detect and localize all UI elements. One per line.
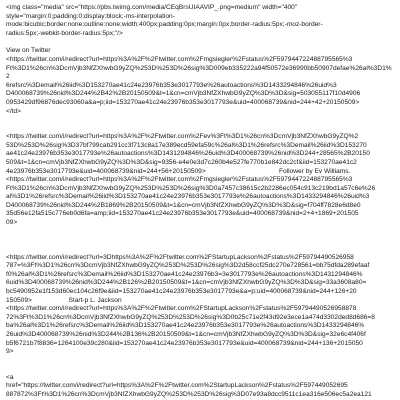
img-tag-text (6, 4, 394, 38)
text-line: radius:5px;-webkit-border-radius:5px;"/> (6, 29, 123, 37)
text-line: b5f6721b7f8836=1264100e39c280&iid=153270ae41c24e23976b353e3017793e&uid=400068739&nid=244+136+2015050 (6, 339, 363, 347)
text-line: 53D%253D%26sig%3D37bf799cab291cc3f713c8a17e389ecd59efa59c%26al%3D1%26refsrc%3Demail%26iid%3D153270 (6, 141, 367, 149)
text-line: D400068739%26nid%3D244%2B42%2B20150509&t=1&cn=cmVjb3NfZXhwbG9yZQ%3D%3D&sig=503055117f10d4906 (6, 90, 361, 98)
text-line: 72%3Ft%3D1%26cn%3DcmVjb3NfZXhwbG9yZQ%253D%253D%26sig%3D0b25c71e2f43d92e3ece1a474d3302ded8d686=8 (6, 313, 375, 321)
view-on-twitter-label: View on Twitter (6, 47, 51, 55)
text-line: 26uid%3D400068739%26nid%3D244%2B136%2B20150509&t=1&cn=cmVjb3NfZXhwbG9yZQ%3D%3D&sig=32e6c4f406f (6, 331, 366, 338)
text-line: bc5490952e1f153d60ec104c26f9e&iid=153270ae41c24e23976b353e3017793e&a=p;uid=400068739&nid=244+126+20 (6, 288, 357, 296)
text-line: mode:bicubic;border:none;outline:none;width:400px;padding:0px;margin:0px;border-radius:5px;-moz-border- (6, 21, 323, 29)
text-line: ba%26al%3D1%26refsrc%3Demail%26iid%3D153270ae41c24e23976b353e3017793e%26autoactions%3D1433294846% (6, 322, 365, 330)
redirect-link-5[interactable] (6, 305, 394, 357)
text-line: al%3D1%26refsrc%3Demail%26iid%3D153270ae41c24e23976b353e3017793e%26autoactions%3D1433294846%26uid%3 (6, 193, 370, 201)
text-line: 509&t=1&cn=cmVjb3NfZXhwbG9yZQ%3D%3D&sig=9356-e4e0e3d7c260b4e527fe770b1e842dc2cf&iid=153270ae41c2 (6, 158, 357, 166)
text-line: <img class="media" src="https://pbs.twimg.com/media/CEqBrsUIAAVIP_.png=medium" width="400" (6, 4, 298, 11)
text-line: 887872%3Ft%3D1%26cn%3DcmVjb3NfZXhwbG9yZQ%253D%253D%26sig%3D07e93a8dcc9511c1ea316e506ec5a2ea121 (6, 390, 372, 398)
text-line: Ft%3D1%26cn%3DcmVjb3NfZXhwbG9yZQ%253D%253D%26sig%3D009eb335222a94f50572e36990bb50907defae%26al%3D1%2 (6, 64, 392, 81)
text-line: 35d56e12fa515c776eb0d6fa=amp;iid=153270ae41c24e23976b353e3017793e&uid=400068739&nid=2+4+1869+201505 (6, 210, 359, 218)
text-line: <https://twitter.com/i/redirect?url=https%3A%2F%2Ftwitter.com%2Fmgsiegler%2Fstatus%2F597944722488795565%3 (6, 176, 353, 184)
text-line: <https://twitter.com/i/redirect?url=3Dhttps%3A%2F%2Ftwitter.com%2FStartupLackson%2Fstatus%2F59794490526958 (6, 253, 354, 261)
text-line: <https://twitter.com/i/redirect?url=https%3A%2F%2Ftwitter.com%2FStartupLackson%2Fstatus%2F59794490526958878 (6, 305, 357, 313)
redirect-link-4[interactable] (6, 254, 394, 306)
text-line: f0%26al%3D1%26refsrc%3Demail%26iid%3D153270ae41c24e23976b3=3e3017793e%26autoactions%3D1431294846% (6, 270, 363, 278)
spacer (6, 228, 394, 254)
spacer (6, 38, 394, 47)
redirect-link-2[interactable] (6, 133, 394, 176)
anchor-tag-text[interactable] (6, 374, 394, 400)
text-line: 4e23976b353e3017793e&uid=400068739&nid=244+56+20150509> Follower by Ev Williams. (6, 167, 351, 175)
redirect-link-3[interactable] (6, 176, 394, 228)
redirect-link-1[interactable] (6, 56, 394, 116)
text-line: Ft%3D1%26cn%3DcmVjb3NfZXhwbG9yZQ%253D%253D%26sig%3D0a7457c38615c2b2286ec054c913c219bd1a57c6e%26 (6, 184, 376, 192)
text-line: 9> (6, 348, 14, 356)
text-line: 787=%3Ft%3D1%26cn%3DcmVjb3NfZXhwbG9yZQ%253D%253D%26sig%3D2d58ccf25dc270e728561=bb75dfda289efaaf (6, 262, 370, 270)
text-line: D400068739%26nid%3D244%2B1869%2B20150509&t=1&cn=cmVjb3NfZXhwbG9yZQ%3D%3D&sig=f704ff7828e6d8e0 (6, 201, 361, 209)
text-line: </td> (6, 107, 22, 115)
spacer (6, 357, 394, 374)
text-line: 0953429df96876dec93060a&a=p;iid=153270ae41c24e23976b353e3017793e&uid=400068739&nid=244+42+20150509> (6, 98, 360, 106)
text-line: <https://twitter.com/i/redirect?url=https%3A%2F%2Ftwitter.com%2Fev%3Ft%3D1%26cn%3DcmVjb3NfZXhwbG9yZQ%2 (6, 133, 359, 141)
text-line: <https://twitter.com/i/redirect?url=https%3A%2F%2Ftwitter.com%2Fmgsiegler%2Fstatus%2F597944722488795565%3 (6, 55, 353, 63)
spacer (6, 116, 394, 133)
text-line: 09> (6, 219, 18, 227)
text-line: 6uid%3D400068739%26nid%3D244%2B126%2B20150509&t=1&cn=cmVjb3NfZXhwbG9yZQ%3D%3D&sig=33a3608a80= (6, 279, 367, 287)
text-line: 150509> Start-p L. Jackson (6, 296, 122, 304)
text-line: style="margin:0;padding:0;display:block;-ms-interpolation- (6, 12, 175, 20)
text-line: ae41c24e23976b353e3017793e%26autoactions%3D1431294846%26uid%3D400068739%26nid%3D244+28565%2B20150 (6, 150, 370, 158)
text-line: href="https://twitter.com/i/redirect?url=https%3A%2F%2Ftwitter.com%2StartupLackson%2Fstatus%2F597449052695 (6, 382, 348, 390)
text-line: 6refsrc%3Demail%26iid%3D153270ae41c24e23976b353e3017793e%26autoactions%3D1433294846%26uid%3 (6, 81, 337, 89)
text-line: <a (6, 373, 14, 381)
